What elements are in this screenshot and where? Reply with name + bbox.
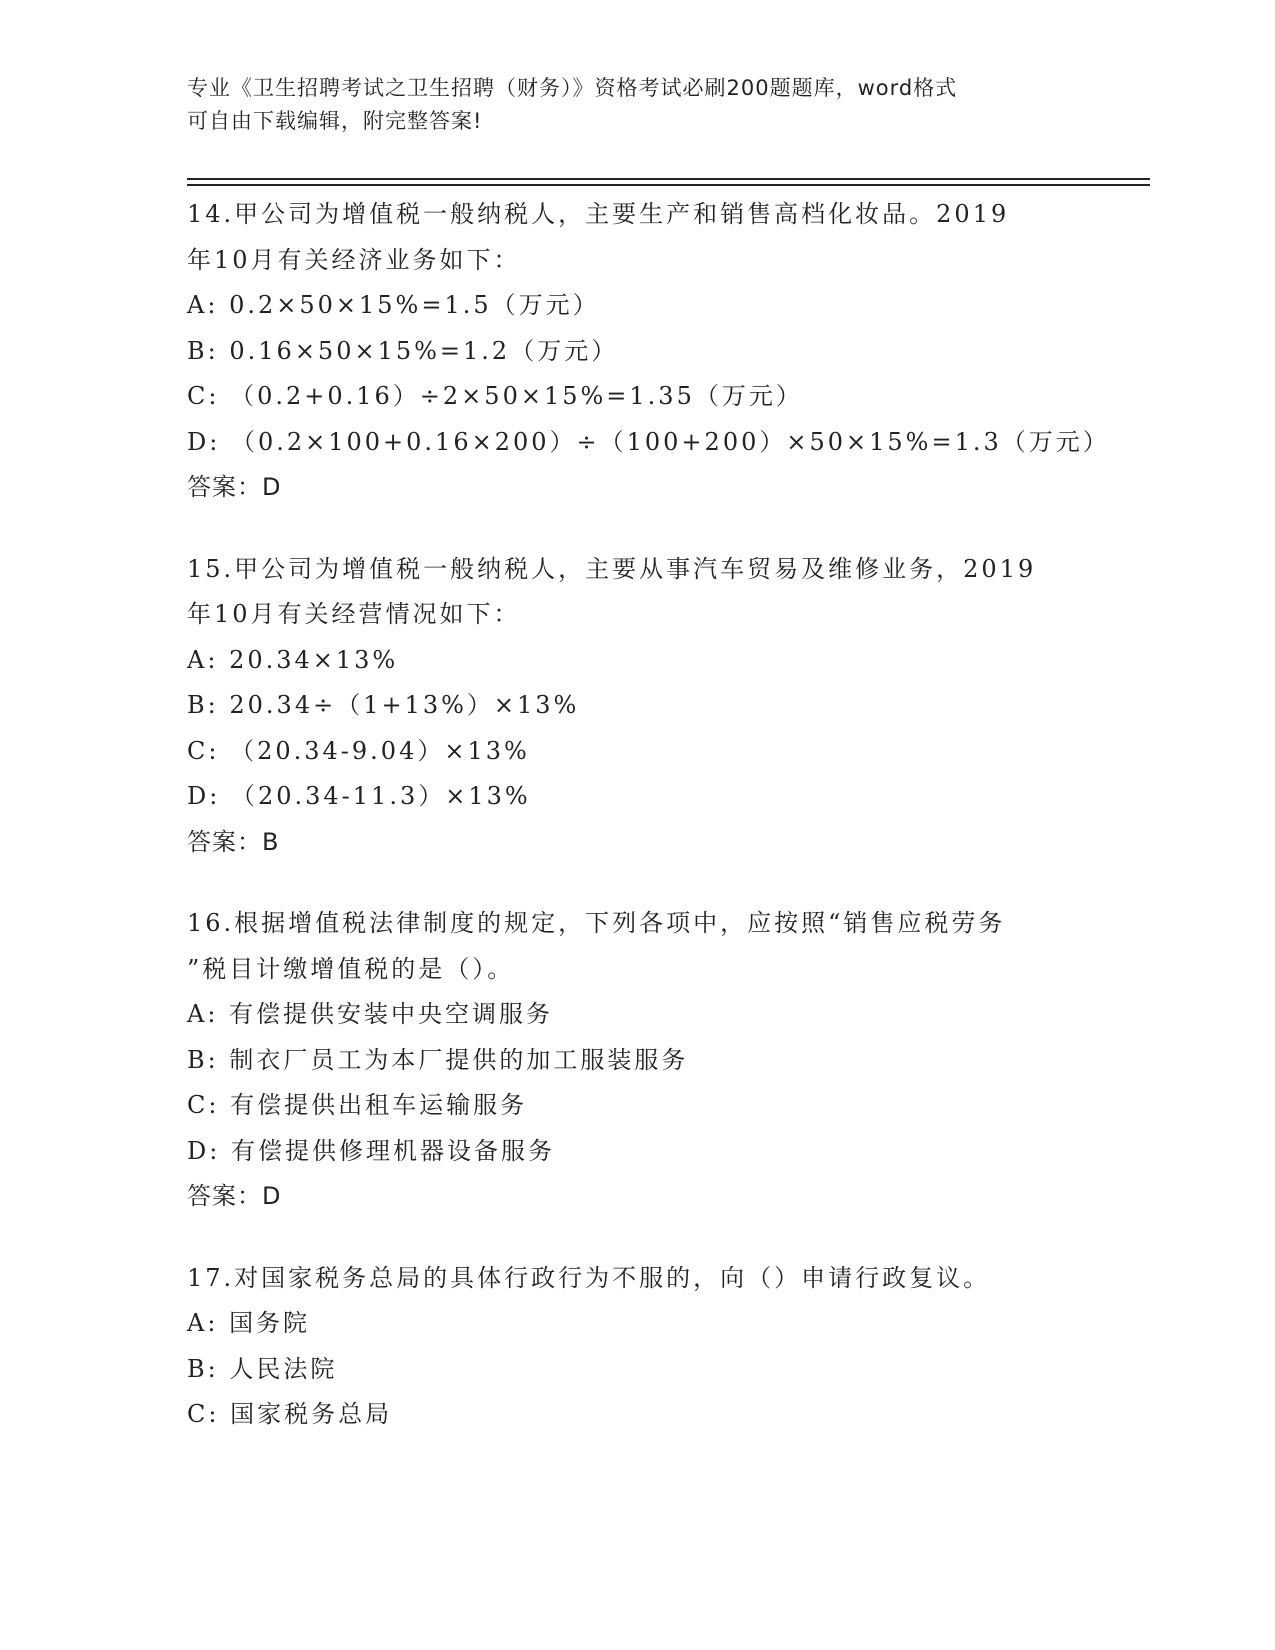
option-text: （20.34-11.3）×13%	[230, 782, 531, 810]
option-letter: D:	[187, 782, 221, 810]
option-letter: C:	[187, 1400, 220, 1428]
option-text: 国家税务总局	[230, 1400, 393, 1428]
question-stem-line: 14.甲公司为增值税一般纳税人，主要生产和销售高档化妆品。2019	[187, 200, 1010, 228]
option-c	[187, 1392, 1087, 1438]
option-text: 有偿提供出租车运输服务	[230, 1091, 528, 1119]
option-text: 国务院	[229, 1309, 311, 1337]
option-text: 制衣厂员工为本厂提供的加工服装服务	[229, 1045, 689, 1074]
question-stem-line: ”税目计缴增值税的是（）。	[187, 954, 515, 983]
option-letter: C:	[187, 1091, 220, 1119]
option-b	[187, 329, 1087, 375]
option-c	[187, 729, 1087, 775]
header-divider-top	[187, 178, 1150, 180]
option-a	[187, 1301, 1087, 1347]
option-letter: A:	[187, 1000, 219, 1028]
question-stem-line: 年10月有关经营情况如下：	[187, 600, 521, 628]
option-a	[187, 638, 1087, 684]
option-a	[187, 992, 1087, 1038]
answer-text: 答案：D	[187, 1182, 282, 1210]
option-text: （20.34-9.04）×13%	[230, 736, 530, 765]
option-text: （0.2+0.16）÷2×50×15%=1.35（万元）	[230, 382, 803, 410]
option-letter: A:	[187, 291, 219, 319]
option-text: 20.34÷（1+13%）×13%	[229, 691, 580, 719]
option-text: 0.16×50×15%=1.2（万元）	[229, 336, 619, 365]
question-stem-line: 16.根据增值税法律制度的规定，下列各项中，应按照“销售应税劳务	[187, 909, 1006, 937]
answer-text: 答案：B	[187, 827, 280, 856]
document-header	[187, 72, 1087, 138]
option-c	[187, 1083, 1087, 1129]
question-14	[187, 192, 1110, 511]
option-c	[187, 374, 1087, 420]
option-text: 人民法院	[229, 1354, 338, 1383]
question-15	[187, 547, 1087, 866]
option-d	[187, 774, 1087, 820]
option-letter: A:	[187, 645, 219, 674]
option-letter: C:	[187, 382, 220, 410]
option-letter: B:	[187, 691, 219, 719]
option-text: 有偿提供修理机器设备服务	[230, 1136, 555, 1165]
question-stem-line: 17.对国家税务总局的具体行政行为不服的，向（）申请行政复议。	[187, 1263, 991, 1292]
option-text: （0.2×100+0.16×200）÷（100+200）×50×15%=1.3（万元）	[230, 427, 1110, 456]
option-d	[187, 1129, 1087, 1175]
option-letter: B:	[187, 336, 219, 365]
option-b	[187, 1347, 1087, 1393]
option-d	[187, 420, 1110, 466]
question-16	[187, 901, 1087, 1220]
option-b	[187, 1038, 1087, 1084]
question-stem-line: 年10月有关经济业务如下：	[187, 245, 521, 274]
option-letter: D:	[187, 1136, 221, 1165]
answer-text: 答案：D	[187, 473, 282, 501]
header-divider-bottom	[187, 184, 1150, 186]
option-b	[187, 683, 1087, 729]
header-line-2: 可自由下载编辑，附完整答案!	[187, 109, 483, 133]
option-letter: B:	[187, 1045, 219, 1074]
question-17	[187, 1256, 1087, 1438]
option-text: 0.2×50×15%=1.5（万元）	[229, 291, 600, 319]
option-letter: C:	[187, 736, 220, 765]
option-text: 20.34×13%	[229, 645, 399, 674]
option-letter: A:	[187, 1309, 219, 1337]
option-a	[187, 283, 1087, 329]
question-stem-line: 15.甲公司为增值税一般纳税人，主要从事汽车贸易及维修业务，2019	[187, 554, 1037, 583]
question-list	[187, 192, 1110, 1474]
option-letter: D:	[187, 427, 221, 456]
option-text: 有偿提供安装中央空调服务	[229, 1000, 554, 1028]
option-letter: B:	[187, 1354, 219, 1383]
header-line-1: 专业《卫生招聘考试之卫生招聘（财务）》资格考试必刷200题题库，word格式	[187, 76, 958, 100]
